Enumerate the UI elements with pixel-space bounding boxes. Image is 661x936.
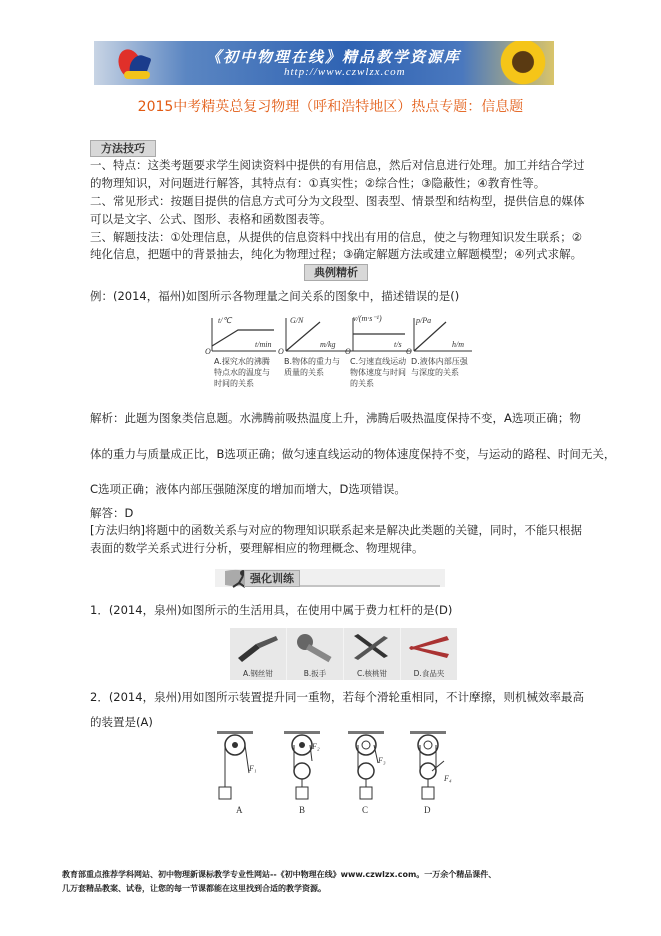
section-label-method: 方法技巧 <box>90 140 156 157</box>
page-title: 2015中考精英总复习物理（呼和浩特地区）热点专题：信息题 <box>137 99 524 115</box>
pulley-label: D <box>424 805 431 815</box>
graph-a-origin: O <box>205 347 211 356</box>
question-2-line1: 2．(2014，泉州)用如图所示装置提升同一重物，若每个滑轮重相同，不计摩擦，则机械效率最高 <box>90 690 585 704</box>
method-line: 二、常见形式：按题目提供的信息方式可分为文段型、图表型、情景型和结构型，提供信息的媒体 <box>90 194 585 208</box>
sunflower-icon <box>498 41 548 85</box>
graph-c-caption: C.匀速直线运动物体速度与时间的关系 <box>350 357 407 388</box>
method-line: 三、解题技法：①处理信息，从提供的信息资料中找出有用的信息，使之与物理知识发生联系；② <box>90 230 583 244</box>
tool-caption: D.食品夹 <box>413 669 445 678</box>
footer-line: 教育部重点推荐学科网站、初中物理新课标教学专业性网站--《初中物理在线》www.czwlzx.com。一万余个精品课件、 <box>62 870 497 879</box>
tool-caption: C.核桃钳 <box>356 669 388 678</box>
graph-b-origin: O <box>278 347 284 356</box>
force-label: F₂ <box>312 742 320 751</box>
analysis-line: 体的重力与质量成正比，B选项正确；做匀速直线运动的物体速度保持不变，与运动的路程、时间无关， <box>90 447 616 461</box>
footer-line: 几万套精品教案、试卷，让您的每一节课都能在这里找到合适的教学资源。 <box>62 884 326 893</box>
pulley-label: B <box>299 805 306 815</box>
analysis-line: 解析：此题为图象类信息题。水沸腾前吸热温度上升，沸腾后吸热温度保持不变，A选项正确；物 <box>90 411 581 425</box>
tool-tongs <box>401 628 457 680</box>
method-line: 可以是文字、公式、图形、表格和函数图表等。 <box>90 212 332 226</box>
method-line: 纯化信息，把题中的背景抽去，纯化为物理过程；③确定解题方法或建立解题模型；④列式求解。 <box>90 247 583 261</box>
logo-mark-yellow <box>124 71 150 79</box>
graph-a-y-label: t/℃ <box>218 316 232 325</box>
summary-line: 表面的数学关系式进行分析，要理解相应的物理概念、物理规律。 <box>90 541 424 555</box>
tools-figure <box>230 628 457 680</box>
footer <box>62 868 622 896</box>
example-question: 例：(2014，福州)如图所示各物理量之间关系的图象中，描述错误的是() <box>90 289 460 303</box>
pulley-label: C <box>362 805 369 815</box>
method-line: 的物理知识，对问题进行解答，其特点有：①真实性；②综合性；③隐蔽性；④教育性等。 <box>90 176 546 190</box>
question-1: 1．(2014，泉州)如图所示的生活用具，在使用中属于费力杠杆的是(D) <box>90 603 453 617</box>
graph-b-x-label: m/kg <box>320 340 336 349</box>
header-banner <box>94 41 554 85</box>
graph-d-caption: D.液体内部压强与深度的关系 <box>411 357 468 377</box>
tool-caption: A.钢丝钳 <box>243 669 273 678</box>
section-label-training: 强化训练 <box>244 570 300 587</box>
force-label: F₁ <box>249 764 257 773</box>
graph-c-y-label: v/(m·s⁻¹) <box>353 314 382 323</box>
summary-line: [方法归纳]将题中的函数关系与对应的物理知识联系起来是解决此类题的关键，同时，不能只根据 <box>90 523 582 537</box>
force-label: F₄ <box>444 774 452 783</box>
graph-b-caption: B.物体的重力与质量的关系 <box>284 357 341 377</box>
analysis-line: C选项正确；液体内部压强随深度的增加而增大，D选项错误。 <box>90 482 406 496</box>
banner-title: 《初中物理在线》精品教学资源库 <box>206 50 462 66</box>
pulley-label: A <box>236 805 243 815</box>
force-label: F₃ <box>378 756 386 765</box>
graph-d-origin: O <box>406 347 412 356</box>
graph-d-x-label: h/m <box>452 340 464 349</box>
graph-b-y-label: G/N <box>290 316 304 325</box>
tool-pliers <box>230 628 286 680</box>
tool-nutcracker <box>344 628 400 680</box>
answer: 解答：D <box>90 506 134 520</box>
question-2-line2: 的装置是(A) <box>90 715 153 729</box>
graph-a-x-label: t/min <box>255 340 272 349</box>
graph-a-caption: A.探究水的沸腾特点水的温度与时间的关系 <box>214 357 270 388</box>
section-label-example: 典例精析 <box>304 264 368 281</box>
method-line: 一、特点：这类考题要求学生阅读资料中提供的有用信息，然后对信息进行处理。加工并结合学过 <box>90 158 585 172</box>
pulley-a <box>205 731 265 821</box>
graph-d-y-label: p/Pa <box>416 316 432 325</box>
banner-url: http://www.czwlzx.com <box>284 66 406 78</box>
tool-caption: B.扳手 <box>303 669 327 678</box>
tool-wrench <box>287 628 343 680</box>
graph-c-x-label: t/s <box>394 340 402 349</box>
graph-c-origin: O <box>345 347 351 356</box>
